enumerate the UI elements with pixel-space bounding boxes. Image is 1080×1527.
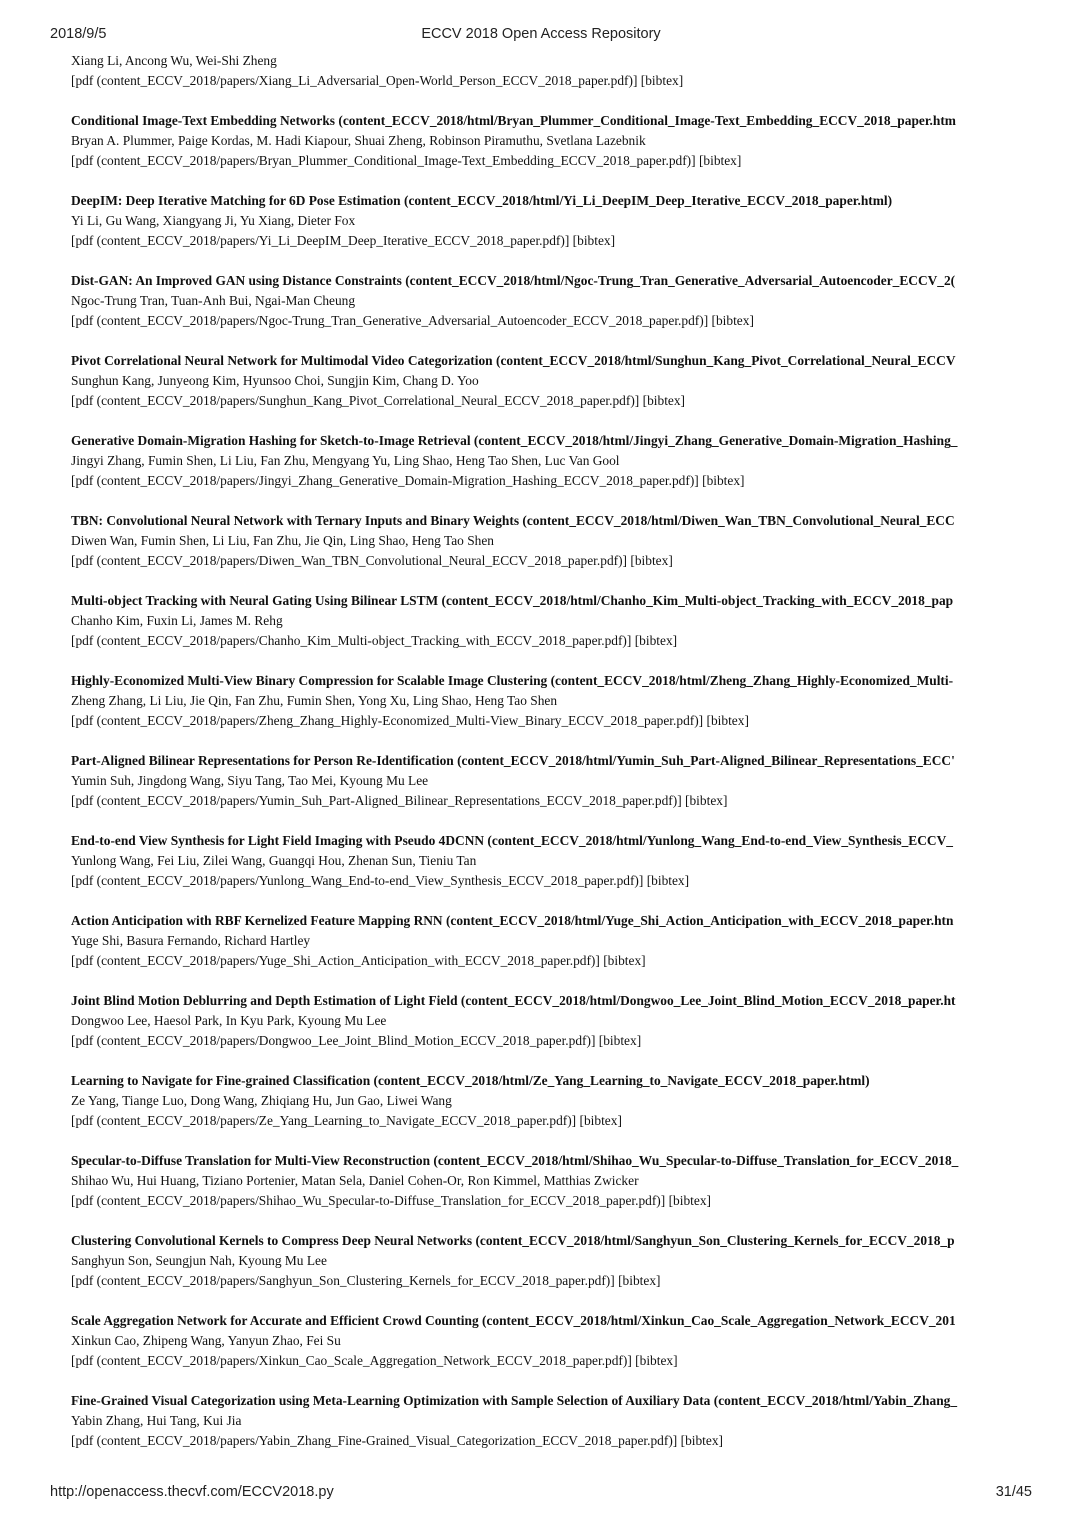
- paper-links: [71, 951, 1033, 971]
- bibtex-link[interactable]: [bibtex]: [635, 1353, 678, 1368]
- page-number: 31/45: [995, 1484, 1032, 1500]
- paper-title-line: [71, 751, 1033, 771]
- paper-title: Conditional Image-Text Embedding Networks: [71, 113, 335, 128]
- paper-links: [71, 71, 1033, 91]
- paper-links: [71, 791, 1033, 811]
- bibtex-link[interactable]: [bibtex]: [698, 153, 742, 168]
- paper-links: [71, 711, 1033, 731]
- print-date: 2018/9/5: [50, 26, 107, 42]
- paper-title: End-to-end View Synthesis for Light Field Imaging with Pseudo 4DCNN: [71, 833, 485, 848]
- paper-authors: Jingyi Zhang, Fumin Shen, Li Liu, Fan Zhu, Mengyang Yu, Ling Shao, Heng Tao Shen, Luc Van Gool: [71, 453, 620, 468]
- paper-entry: [71, 1391, 1033, 1451]
- bibtex-link[interactable]: [bibtex]: [640, 73, 684, 88]
- paper-title-line: [71, 671, 1033, 691]
- bibtex-link[interactable]: [bibtex]: [579, 1113, 622, 1128]
- paper-entry: [71, 671, 1033, 731]
- paper-title: Scale Aggregation Network for Accurate and Efficient Crowd Counting: [71, 1313, 479, 1328]
- paper-title: Specular-to-Diffuse Translation for Multi-View Reconstruction: [71, 1153, 431, 1168]
- paper-links: [71, 1351, 1033, 1371]
- bibtex-link[interactable]: [bibtex]: [630, 553, 673, 568]
- paper-entry: [71, 911, 1033, 971]
- pdf-link[interactable]: [pdf (content_ECCV_2018/papers/Diwen_Wan_TBN_Convolutional_Neural_ECCV_2018_paper.pdf)]: [71, 553, 628, 568]
- paper-title: Joint Blind Motion Deblurring and Depth Estimation of Light Field: [71, 993, 458, 1008]
- pdf-link[interactable]: [pdf (content_ECCV_2018/papers/Ngoc-Trung_Tran_Generative_Adversarial_Autoencoder_ECCV_2018_paper.pdf)]: [71, 313, 709, 328]
- paper-title-line: [71, 271, 1033, 291]
- paper-title: Part-Aligned Bilinear Representations for Person Re-Identification: [71, 753, 454, 768]
- pdf-link[interactable]: [pdf (content_ECCV_2018/papers/Xinkun_Cao_Scale_Aggregation_Network_ECCV_2018_paper.pdf)]: [71, 1353, 632, 1368]
- paper-links: [71, 1431, 1033, 1451]
- paper-authors: Yuge Shi, Basura Fernando, Richard Hartley: [71, 933, 311, 948]
- paper-entry: [71, 1071, 1033, 1131]
- paper-authors: Chanho Kim, Fuxin Li, James M. Rehg: [71, 613, 283, 628]
- bibtex-link[interactable]: [bibtex]: [680, 1433, 723, 1448]
- bibtex-link[interactable]: [bibtex]: [706, 713, 749, 728]
- paper-html-link[interactable]: (content_ECCV_2018/html/Bryan_Plummer_Conditional_Image-Text_Embedding_ECCV_2018_paper.htm: [338, 113, 956, 128]
- paper-html-link[interactable]: (content_ECCV_2018/html/Yumin_Suh_Part-Aligned_Bilinear_Representations_ECC': [457, 753, 955, 768]
- paper-title-line: [71, 111, 1033, 131]
- paper-title-line: [71, 1311, 1033, 1331]
- print-footer: [50, 1484, 1032, 1504]
- bibtex-link[interactable]: [bibtex]: [634, 633, 678, 648]
- pdf-link[interactable]: [pdf (content_ECCV_2018/papers/Bryan_Plummer_Conditional_Image-Text_Embedding_ECCV_2018_paper.pdf)]: [71, 153, 696, 168]
- paper-title: Clustering Convolutional Kernels to Compress Deep Neural Networks: [71, 1233, 473, 1248]
- paper-title-line: [71, 351, 1033, 371]
- paper-entry: [71, 831, 1033, 891]
- page-title: ECCV 2018 Open Access Repository: [421, 26, 661, 42]
- paper-entry: [71, 591, 1033, 651]
- pdf-link[interactable]: [pdf (content_ECCV_2018/papers/Yumin_Suh_Part-Aligned_Bilinear_Representations_ECCV_2018_paper.pdf)]: [71, 793, 682, 808]
- paper-html-link[interactable]: (content_ECCV_2018/html/Yuge_Shi_Action_Anticipation_with_ECCV_2018_paper.htn: [445, 913, 954, 928]
- paper-links: [71, 551, 1033, 571]
- paper-authors: Zheng Zhang, Li Liu, Jie Qin, Fan Zhu, Fumin Shen, Yong Xu, Ling Shao, Heng Tao Shen: [71, 693, 558, 708]
- paper-links: [71, 1271, 1033, 1291]
- paper-title-line: [71, 591, 1033, 611]
- paper-links: [71, 1191, 1033, 1211]
- paper-title: Pivot Correlational Neural Network for Multimodal Video Categorization: [71, 353, 493, 368]
- paper-authors: Yi Li, Gu Wang, Xiangyang Ji, Yu Xiang, Dieter Fox: [71, 213, 356, 228]
- paper-html-link[interactable]: (content_ECCV_2018/html/Ze_Yang_Learning_to_Navigate_ECCV_2018_paper.html): [373, 1073, 870, 1088]
- paper-title-line: [71, 431, 1033, 451]
- paper-links: [71, 311, 1033, 331]
- bibtex-link[interactable]: [bibtex]: [702, 473, 745, 488]
- paper-authors: Bryan A. Plummer, Paige Kordas, M. Hadi Kiapour, Shuai Zheng, Robinson Piramuthu, Svetlana Lazebnik: [71, 133, 646, 148]
- paper-entry: [71, 751, 1033, 811]
- first-entry: [71, 51, 1033, 91]
- paper-links: [71, 471, 1033, 491]
- paper-title: TBN: Convolutional Neural Network with Ternary Inputs and Binary Weights: [71, 513, 520, 528]
- paper-title-line: [71, 911, 1033, 931]
- bibtex-link[interactable]: [bibtex]: [603, 953, 646, 968]
- paper-html-link[interactable]: (content_ECCV_2018/html/Sunghun_Kang_Pivot_Correlational_Neural_ECCV: [495, 353, 956, 368]
- pdf-link[interactable]: [pdf (content_ECCV_2018/papers/Yunlong_Wang_End-to-end_View_Synthesis_ECCV_2018_paper.pdf)]: [71, 873, 644, 888]
- paper-title-line: [71, 1391, 1033, 1411]
- paper-entry: [71, 511, 1033, 571]
- paper-links: [71, 151, 1033, 171]
- page-url: http://openaccess.thecvf.com/ECCV2018.py: [50, 1484, 334, 1500]
- paper-links: [71, 871, 1033, 891]
- paper-list: [71, 51, 1033, 1471]
- paper-title-line: [71, 1071, 1033, 1091]
- paper-links: [71, 391, 1033, 411]
- paper-title: Fine-Grained Visual Categorization using Meta-Learning Optimization with Sample Selection of Auxiliary Data: [71, 1393, 711, 1408]
- paper-html-link[interactable]: (content_ECCV_2018/html/Diwen_Wan_TBN_Convolutional_Neural_ECC: [522, 513, 955, 528]
- paper-entry: [71, 351, 1033, 411]
- paper-links: [71, 231, 1033, 251]
- bibtex-link[interactable]: [bibtex]: [685, 793, 728, 808]
- paper-title: Generative Domain-Migration Hashing for Sketch-to-Image Retrieval: [71, 433, 471, 448]
- paper-html-link[interactable]: (content_ECCV_2018/html/Ngoc-Trung_Tran_Generative_Adversarial_Autoencoder_ECCV_2(: [405, 273, 956, 288]
- paper-html-link[interactable]: (content_ECCV_2018/html/Sanghyun_Son_Clustering_Kernels_for_ECCV_2018_p: [475, 1233, 955, 1248]
- pdf-link[interactable]: [pdf (content_ECCV_2018/papers/Ze_Yang_Learning_to_Navigate_ECCV_2018_paper.pdf)]: [71, 1113, 577, 1128]
- pdf-link[interactable]: [pdf (content_ECCV_2018/papers/Chanho_Kim_Multi-object_Tracking_with_ECCV_2018_paper.pdf)]: [71, 633, 632, 648]
- paper-title-line: [71, 831, 1033, 851]
- paper-html-link[interactable]: (content_ECCV_2018/html/Chanho_Kim_Multi-object_Tracking_with_ECCV_2018_pap: [441, 593, 954, 608]
- pdf-link[interactable]: [pdf (content_ECCV_2018/papers/Yi_Li_DeepIM_Deep_Iterative_ECCV_2018_paper.pdf)]: [71, 233, 570, 248]
- paper-entries: [71, 111, 1033, 1451]
- pdf-link[interactable]: [pdf (content_ECCV_2018/papers/Yuge_Shi_Action_Anticipation_with_ECCV_2018_paper.pdf)]: [71, 953, 600, 968]
- paper-html-link[interactable]: (content_ECCV_2018/html/Xinkun_Cao_Scale_Aggregation_Network_ECCV_201: [482, 1313, 956, 1328]
- paper-title: Multi-object Tracking with Neural Gating Using Bilinear LSTM: [71, 593, 439, 608]
- bibtex-link[interactable]: [bibtex]: [572, 233, 616, 248]
- pdf-link[interactable]: [pdf (content_ECCV_2018/papers/Yabin_Zhang_Fine-Grained_Visual_Categorization_ECCV_2018_paper.pdf)]: [71, 1433, 678, 1448]
- paper-entry: [71, 431, 1033, 491]
- paper-links: [71, 1111, 1033, 1131]
- paper-title: Learning to Navigate for Fine-grained Classification: [71, 1073, 371, 1088]
- paper-title: Highly-Economized Multi-View Binary Compression for Scalable Image Clustering: [71, 673, 548, 688]
- paper-links: [71, 631, 1033, 651]
- paper-entry: [71, 111, 1033, 171]
- paper-title-line: [71, 991, 1033, 1011]
- paper-html-link[interactable]: (content_ECCV_2018/html/Shihao_Wu_Specular-to-Diffuse_Translation_for_ECCV_2018_: [433, 1153, 959, 1168]
- paper-authors: Shihao Wu, Hui Huang, Tiziano Portenier, Matan Sela, Daniel Cohen-Or, Ron Kimmel, Matthias Zwicker: [71, 1173, 639, 1188]
- paper-entry: [71, 191, 1033, 251]
- paper-title: DeepIM: Deep Iterative Matching for 6D Pose Estimation: [71, 193, 401, 208]
- pdf-link[interactable]: [pdf (content_ECCV_2018/papers/Sunghun_Kang_Pivot_Correlational_Neural_ECCV_2018_paper.pdf)]: [71, 393, 640, 408]
- print-header: [50, 26, 1032, 46]
- paper-authors: Yumin Suh, Jingdong Wang, Siyu Tang, Tao Mei, Kyoung Mu Lee: [71, 773, 429, 788]
- bibtex-link[interactable]: [bibtex]: [618, 1273, 661, 1288]
- paper-authors: Xinkun Cao, Zhipeng Wang, Yanyun Zhao, Fei Su: [71, 1333, 341, 1348]
- bibtex-link[interactable]: [bibtex]: [711, 313, 754, 328]
- pdf-link[interactable]: [pdf (content_ECCV_2018/papers/Shihao_Wu_Specular-to-Diffuse_Translation_for_ECCV_2018_paper.pdf)]: [71, 1193, 666, 1208]
- paper-authors: Xiang Li, Ancong Wu, Wei-Shi Zheng: [71, 53, 277, 68]
- paper-entry: [71, 1231, 1033, 1291]
- pdf-link[interactable]: [pdf (content_ECCV_2018/papers/Jingyi_Zhang_Generative_Domain-Migration_Hashing_ECCV_2018_paper.pdf)]: [71, 473, 699, 488]
- bibtex-link[interactable]: [bibtex]: [642, 393, 686, 408]
- paper-links: [71, 1031, 1033, 1051]
- paper-authors: Yunlong Wang, Fei Liu, Zilei Wang, Guangqi Hou, Zhenan Sun, Tieniu Tan: [71, 853, 477, 868]
- paper-entry: [71, 271, 1033, 331]
- paper-entry: [71, 991, 1033, 1051]
- pdf-link[interactable]: [pdf (content_ECCV_2018/papers/Sanghyun_Son_Clustering_Kernels_for_ECCV_2018_paper.pdf)]: [71, 1273, 615, 1288]
- pdf-link[interactable]: [pdf (content_ECCV_2018/papers/Dongwoo_Lee_Joint_Blind_Motion_ECCV_2018_paper.pdf)]: [71, 1033, 596, 1048]
- paper-html-link[interactable]: (content_ECCV_2018/html/Dongwoo_Lee_Joint_Blind_Motion_ECCV_2018_paper.ht: [460, 993, 956, 1008]
- paper-title-line: [71, 191, 1033, 211]
- paper-authors: Yabin Zhang, Hui Tang, Kui Jia: [71, 1413, 242, 1428]
- bibtex-link[interactable]: [bibtex]: [598, 1033, 642, 1048]
- paper-html-link[interactable]: (content_ECCV_2018/html/Yi_Li_DeepIM_Deep_Iterative_ECCV_2018_paper.html): [403, 193, 893, 208]
- paper-html-link[interactable]: (content_ECCV_2018/html/Yunlong_Wang_End-to-end_View_Synthesis_ECCV_: [487, 833, 953, 848]
- paper-title: Dist-GAN: An Improved GAN using Distance Constraints: [71, 273, 402, 288]
- pdf-link[interactable]: [pdf (content_ECCV_2018/papers/Xiang_Li_Adversarial_Open-World_Person_ECCV_2018_paper.pdf)]: [71, 73, 638, 88]
- paper-authors: Sunghun Kang, Junyeong Kim, Hyunsoo Choi, Sungjin Kim, Chang D. Yoo: [71, 373, 479, 388]
- paper-title-line: [71, 1231, 1033, 1251]
- pdf-link[interactable]: [pdf (content_ECCV_2018/papers/Zheng_Zhang_Highly-Economized_Multi-View_Binary_ECCV_2018_paper.pdf)]: [71, 713, 704, 728]
- paper-html-link[interactable]: (content_ECCV_2018/html/Zheng_Zhang_Highly-Economized_Multi-: [550, 673, 954, 688]
- bibtex-link[interactable]: [bibtex]: [646, 873, 690, 888]
- paper-authors: Sanghyun Son, Seungjun Nah, Kyoung Mu Lee: [71, 1253, 327, 1268]
- paper-authors: Ngoc-Trung Tran, Tuan-Anh Bui, Ngai-Man Cheung: [71, 293, 356, 308]
- paper-entry: [71, 1151, 1033, 1211]
- paper-authors: Dongwoo Lee, Haesol Park, In Kyu Park, Kyoung Mu Lee: [71, 1013, 387, 1028]
- paper-title-line: [71, 511, 1033, 531]
- paper-authors: Ze Yang, Tiange Luo, Dong Wang, Zhiqiang Hu, Jun Gao, Liwei Wang: [71, 1093, 452, 1108]
- paper-authors: Diwen Wan, Fumin Shen, Li Liu, Fan Zhu, Jie Qin, Ling Shao, Heng Tao Shen: [71, 533, 494, 548]
- paper-title-line: [71, 1151, 1033, 1171]
- paper-html-link[interactable]: (content_ECCV_2018/html/Jingyi_Zhang_Generative_Domain-Migration_Hashing_: [473, 433, 958, 448]
- paper-title: Action Anticipation with RBF Kernelized Feature Mapping RNN: [71, 913, 443, 928]
- paper-entry: [71, 1311, 1033, 1371]
- bibtex-link[interactable]: [bibtex]: [668, 1193, 711, 1208]
- paper-html-link[interactable]: (content_ECCV_2018/html/Yabin_Zhang_: [713, 1393, 958, 1408]
